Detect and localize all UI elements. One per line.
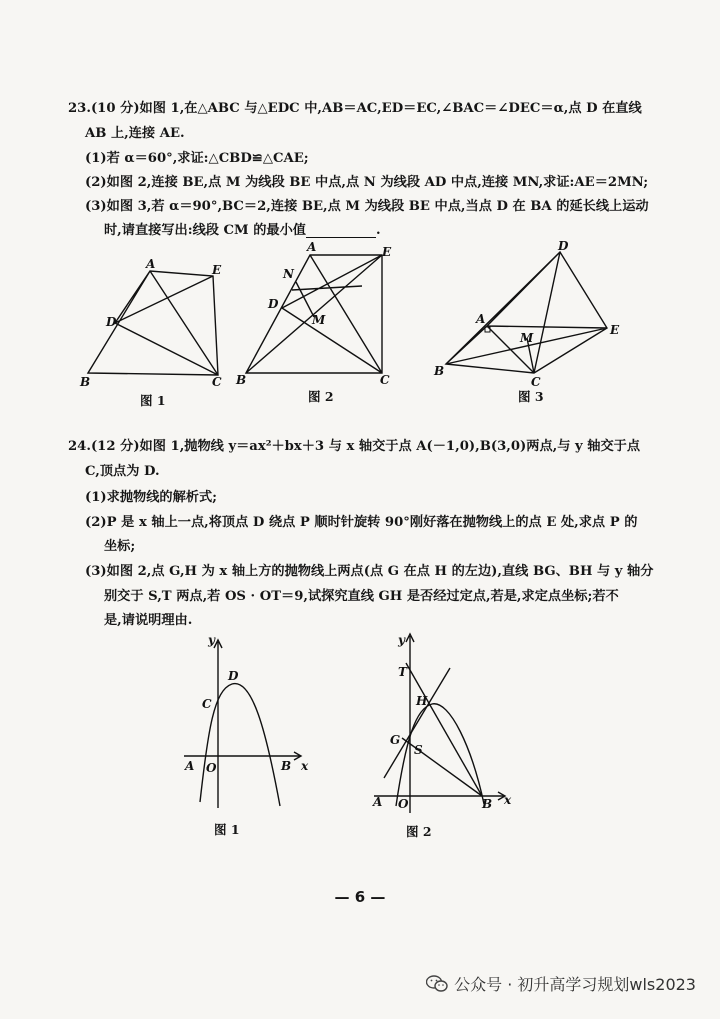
figure-24-1 <box>180 630 315 820</box>
fig23-1-label-a: A <box>146 258 156 271</box>
q24-part-3-end: 是,请说明理由. <box>104 613 193 628</box>
fig24-1-label-b: B <box>281 759 292 773</box>
figure-23-2 <box>232 240 402 388</box>
fig24-1-label-x: x <box>301 759 309 773</box>
q23-line-2: AB 上,连接 AE. <box>85 126 185 141</box>
fig24-1-label-c: C <box>202 697 212 711</box>
fig24-2-label-t: T <box>398 665 407 679</box>
fig23-1-label-d: D <box>106 315 117 329</box>
figure-24-2 <box>366 628 516 818</box>
fig24-2-parabola <box>396 704 484 806</box>
fig24-2-caption: 图 2 <box>406 824 432 839</box>
q23-part-1: (1)若 α＝60°,求证:△CBD≌△CAE; <box>85 151 309 166</box>
figure-23-3 <box>432 238 632 388</box>
fig24-2-label-g: G <box>390 733 401 747</box>
q23-part-3-cont <box>104 219 381 238</box>
fig23-2-label-a: A <box>307 240 317 254</box>
fig24-2-label-x: x <box>504 793 512 807</box>
fig23-2-label-b: B <box>236 373 247 387</box>
fig24-1-parabola <box>200 684 280 806</box>
fig23-2-label-d: D <box>268 297 279 311</box>
fig23-3-label-b: B <box>434 364 445 378</box>
wechat-icon <box>426 975 448 993</box>
fig24-2-line-bt <box>406 663 482 796</box>
fig23-3-label-m: M <box>520 331 534 345</box>
fig23-1-label-e: E <box>212 263 222 277</box>
fig23-2-label-e: E <box>382 245 392 259</box>
fig23-2-label-n: N <box>283 267 294 281</box>
page-number: — 6 — <box>334 888 386 906</box>
fig24-1-label-o: O <box>206 761 217 775</box>
fig23-3-caption: 图 3 <box>518 389 544 404</box>
q23-part-3: (3)如图 3,若 α＝90°,BC＝2,连接 BE,点 M 为线段 BE 中点,当点 D 在 BA 的延长线上运动 <box>85 199 649 214</box>
fig24-1-label-a: A <box>185 759 195 773</box>
fig24-2-label-s: S <box>414 743 423 757</box>
q23-line-1: 23.(10 分)如图 1,在△ABC 与△EDC 中,AB＝AC,ED＝EC,∠BAC＝∠DEC＝α,点 D 在直线 <box>68 101 642 116</box>
fig23-3-label-c: C <box>531 375 541 388</box>
fig24-2-label-o: O <box>398 797 409 811</box>
fig23-2-caption: 图 2 <box>308 389 334 404</box>
fig23-1-label-c: C <box>212 375 222 388</box>
fig23-1-caption: 图 1 <box>140 393 166 408</box>
fig23-2-label-c: C <box>380 373 390 387</box>
footer-watermark <box>426 972 696 995</box>
fig24-2-label-b: B <box>482 797 493 811</box>
q24-part-2-cont: 坐标; <box>104 539 136 554</box>
q23-part-3-text: 时,请直接写出:线段 CM 的最小值 <box>104 223 306 238</box>
fig24-1-label-y: y <box>208 633 215 647</box>
q24-part-2: (2)P 是 x 轴上一点,将顶点 D 绕点 P 顺时针旋转 90°刚好落在抛物线上的点 E 处,求点 P 的 <box>85 515 638 530</box>
fig24-2-label-y: y <box>398 633 405 647</box>
q24-line-2: C,顶点为 D. <box>85 464 160 479</box>
fig23-3-label-a: A <box>476 312 486 326</box>
q24-part-3-cont: 别交于 S,T 两点,若 OS · OT＝9,试探究直线 GH 是否经过定点,若是,求定点坐标;若不 <box>104 589 619 604</box>
fig24-1-label-d: D <box>228 669 239 683</box>
q24-part-1: (1)求抛物线的解析式; <box>85 490 218 505</box>
q23-part-2: (2)如图 2,连接 BE,点 M 为线段 BE 中点,点 N 为线段 AD 中点,连接 MN,求证:AE＝2MN; <box>85 175 649 190</box>
answer-blank <box>306 225 376 238</box>
q24-line-1: 24.(12 分)如图 1,抛物线 y＝ax²＋bx＋3 与 x 轴交于点 A(－1,0),B(3,0)两点,与 y 轴交于点 <box>68 439 641 454</box>
fig23-2-label-m: M <box>312 313 326 327</box>
fig24-2-label-a: A <box>373 795 383 809</box>
footer-text: 公众号 · 初升高学习规划wls2023 <box>454 975 696 994</box>
q24-part-3: (3)如图 2,点 G,H 为 x 轴上方的抛物线上两点(点 G 在点 H 的左边),直线 BG、BH 与 y 轴分 <box>85 564 654 579</box>
fig23-3-label-d: D <box>558 239 569 253</box>
fig24-1-caption: 图 1 <box>214 822 240 837</box>
fig23-3-label-e: E <box>610 323 620 337</box>
fig23-3-lines <box>446 252 607 373</box>
q23-period: . <box>375 223 381 238</box>
fig23-1-label-b: B <box>80 375 91 388</box>
figure-23-1 <box>78 258 238 388</box>
fig24-2-label-h: H <box>416 694 428 708</box>
